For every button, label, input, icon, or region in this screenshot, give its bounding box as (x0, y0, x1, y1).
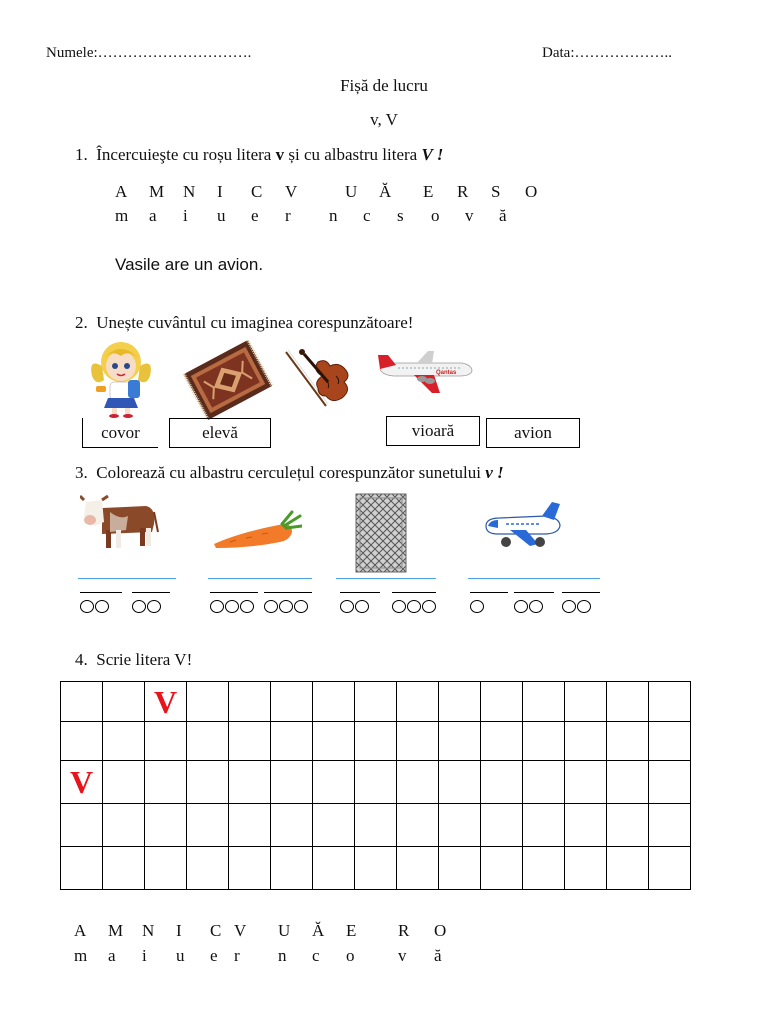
grid-cell[interactable] (481, 804, 523, 847)
grid-cell[interactable] (187, 804, 229, 847)
bottom-lower-letter[interactable]: m (74, 946, 88, 965)
task4-text: Scrie litera V! (96, 650, 193, 669)
grid-cell[interactable] (103, 761, 145, 804)
bottom-lower-letter[interactable]: r (234, 946, 240, 965)
grid-cell[interactable] (565, 847, 607, 890)
syllable-line (264, 592, 312, 593)
bottom-upper-letter[interactable]: U (278, 921, 291, 940)
grid-cell[interactable] (397, 804, 439, 847)
grid-cell[interactable] (565, 722, 607, 761)
grid-cell[interactable] (355, 847, 397, 890)
bottom-lower-letter[interactable]: v (398, 946, 407, 965)
task3-bold-v: v ! (485, 463, 504, 482)
task1-lower-letter[interactable]: n (329, 206, 338, 225)
grid-cell[interactable] (649, 847, 691, 890)
grid-cell[interactable] (607, 804, 649, 847)
word-eleva: elevă (202, 423, 238, 442)
bottom-upper-letter[interactable]: A (74, 921, 87, 940)
grid-cell[interactable] (649, 682, 691, 722)
grid-cell[interactable] (187, 761, 229, 804)
word-vioara: vioară (411, 421, 455, 440)
grid-cell[interactable] (313, 682, 355, 722)
bottom-upper-letter[interactable]: Ă (312, 921, 325, 940)
grid-cell[interactable] (229, 847, 271, 890)
grid-cell[interactable] (145, 804, 187, 847)
task1-upper-letter[interactable]: I (217, 182, 223, 201)
bottom-upper-letter[interactable]: M (108, 921, 124, 940)
writing-grid (60, 681, 691, 890)
page-subtitle: v, V (370, 110, 398, 129)
task1-lower-letter[interactable]: a (149, 206, 157, 225)
page-title: Fișă de lucru (340, 76, 428, 95)
bottom-upper-letter[interactable]: I (176, 921, 182, 940)
grid-cell[interactable] (565, 804, 607, 847)
grid-cell[interactable] (439, 847, 481, 890)
grid-cell[interactable] (145, 722, 187, 761)
grid-cell[interactable] (649, 804, 691, 847)
grid-cell[interactable] (271, 761, 313, 804)
bottom-upper-letter[interactable]: E (346, 921, 357, 940)
blue-answer-line (336, 578, 436, 579)
sound-circle[interactable] (95, 600, 109, 613)
grid-cell[interactable] (355, 722, 397, 761)
grid-cell[interactable] (61, 682, 103, 722)
task2-instruction (75, 313, 413, 333)
grid-cell[interactable] (313, 722, 355, 761)
sound-circle[interactable] (562, 600, 576, 613)
task1-text-b: și cu albastru litera (284, 145, 422, 164)
sound-circle[interactable] (470, 600, 484, 613)
cow-picture (80, 492, 160, 552)
bottom-upper-letter[interactable]: C (210, 921, 222, 940)
grid-row (61, 847, 691, 890)
syllable-line (470, 592, 508, 593)
svg-text:Qantas: Qantas (436, 370, 457, 376)
task4-instruction (75, 650, 192, 670)
sound-circle[interactable] (294, 600, 308, 613)
blue-answer-line (78, 578, 176, 579)
grid-cell[interactable] (61, 847, 103, 890)
grid-cell[interactable] (439, 682, 481, 722)
task1-lower-letter[interactable]: s (397, 206, 404, 225)
task1-upper-letter[interactable]: N (183, 182, 196, 201)
word-box-vioara (386, 416, 480, 446)
task1-lower-letter[interactable]: c (363, 206, 371, 225)
grid-cell[interactable] (61, 761, 103, 804)
sound-circle[interactable] (340, 600, 354, 613)
bottom-lower-letter[interactable]: i (142, 946, 147, 965)
grid-cell[interactable] (229, 804, 271, 847)
task2-text: Unește cuvântul cu imaginea corespunzătoare! (96, 313, 414, 332)
bottom-upper-letter[interactable]: N (142, 921, 155, 940)
task1-lower-letter[interactable]: ă (499, 206, 507, 225)
task1-upper-letter[interactable]: O (525, 182, 538, 201)
bottom-lower-letter[interactable]: n (278, 946, 287, 965)
bottom-lower-letter[interactable]: o (346, 946, 355, 965)
grid-cell[interactable] (103, 804, 145, 847)
syllable-line (392, 592, 436, 593)
word-box-eleva (169, 418, 271, 448)
grid-cell[interactable] (145, 682, 187, 722)
task1-lower-letter[interactable]: i (183, 206, 188, 225)
grid-cell[interactable] (397, 761, 439, 804)
sound-circle[interactable] (210, 600, 224, 613)
grid-cell[interactable] (229, 761, 271, 804)
grid-cell[interactable] (649, 761, 691, 804)
task1-upper-letter[interactable]: S (491, 182, 501, 201)
grid-cell[interactable] (607, 722, 649, 761)
grid-cell[interactable] (229, 682, 271, 722)
task1-number: 1. (75, 145, 88, 164)
syllable-line (514, 592, 554, 593)
task2-number: 2. (75, 313, 88, 332)
grid-cell[interactable] (145, 847, 187, 890)
girl-student-picture (82, 336, 162, 418)
grid-cell[interactable] (187, 847, 229, 890)
task3-instruction (75, 463, 504, 483)
word-covor: covor (101, 422, 140, 442)
grid-cell[interactable] (439, 804, 481, 847)
grid-row (61, 682, 691, 722)
violin-picture (282, 346, 362, 410)
grid-cell[interactable] (355, 761, 397, 804)
grid-cell[interactable] (397, 682, 439, 722)
grid-cell[interactable] (523, 847, 565, 890)
sound-circle[interactable] (279, 600, 293, 613)
task3-number: 3. (75, 463, 88, 482)
task1-lower-letter[interactable]: m (115, 206, 129, 225)
grid-row (61, 761, 691, 804)
grid-cell[interactable] (271, 682, 313, 722)
grid-cell[interactable] (103, 722, 145, 761)
sound-circle[interactable] (225, 600, 239, 613)
grid-cell[interactable] (145, 761, 187, 804)
grid-cell[interactable] (61, 722, 103, 761)
grid-cell[interactable] (607, 761, 649, 804)
task1-lower-letter[interactable]: r (285, 206, 291, 225)
task1-uppercase-row (115, 182, 559, 202)
grid-cell[interactable] (271, 847, 313, 890)
grid-cell[interactable] (397, 847, 439, 890)
grid-row (61, 722, 691, 761)
grid-cell[interactable] (439, 761, 481, 804)
grid-cell[interactable] (523, 722, 565, 761)
sound-circle[interactable] (355, 600, 369, 613)
grid-cell[interactable] (355, 682, 397, 722)
grid-cell[interactable] (439, 722, 481, 761)
task1-upper-letter[interactable]: A (115, 182, 128, 201)
grid-cell[interactable] (481, 722, 523, 761)
task1-bold-upper-v: V ! (421, 145, 444, 164)
sample-letter-v: V (69, 764, 94, 800)
sound-circle[interactable] (407, 600, 421, 613)
syllable-line (210, 592, 258, 593)
grid-cell[interactable] (481, 847, 523, 890)
bottom-lowercase-row (74, 946, 464, 966)
carrot-picture (210, 510, 302, 556)
task1-lower-letter[interactable]: o (431, 206, 440, 225)
grid-cell[interactable] (103, 682, 145, 722)
bottom-lower-letter[interactable]: c (312, 946, 320, 965)
grid-cell[interactable] (397, 722, 439, 761)
task1-upper-letter[interactable]: C (251, 182, 263, 201)
task1-bold-lower-v: v (275, 145, 285, 164)
carpet-picture (355, 493, 407, 573)
bottom-lower-letter[interactable]: e (210, 946, 218, 965)
sound-circle[interactable] (514, 600, 528, 613)
task1-upper-letter[interactable]: Ă (379, 182, 392, 201)
grid-cell[interactable] (481, 682, 523, 722)
sound-circle[interactable] (422, 600, 436, 613)
sound-circle[interactable] (240, 600, 254, 613)
grid-cell[interactable] (649, 722, 691, 761)
grid-cell[interactable] (187, 682, 229, 722)
word-box-avion (486, 418, 580, 448)
word-box-covor (82, 418, 158, 448)
task3-text-a: Colorează cu albastru cerculețul corespunzător sunetului (96, 463, 486, 482)
task1-lowercase-row (115, 206, 533, 226)
task1-text-a: Încercuieşte cu roșu litera (96, 145, 276, 164)
grid-cell[interactable] (355, 804, 397, 847)
sample-letter-v: V (153, 683, 178, 720)
grid-cell[interactable] (61, 804, 103, 847)
grid-cell[interactable] (271, 804, 313, 847)
grid-cell[interactable] (565, 761, 607, 804)
grid-cell[interactable] (523, 804, 565, 847)
syllable-line (80, 592, 122, 593)
word-avion: avion (514, 423, 552, 442)
task1-upper-letter[interactable]: V (285, 182, 298, 201)
task1-upper-letter[interactable]: U (345, 182, 358, 201)
task1-upper-letter[interactable]: M (149, 182, 165, 201)
syllable-line (132, 592, 170, 593)
blue-answer-line (208, 578, 312, 579)
grid-cell[interactable] (313, 847, 355, 890)
task4-number: 4. (75, 650, 88, 669)
name-field-label: Numele:…………………………. (46, 45, 252, 61)
bottom-upper-letter[interactable]: V (234, 921, 247, 940)
bottom-uppercase-row (74, 921, 464, 941)
grid-cell[interactable] (481, 761, 523, 804)
task1-lower-letter[interactable]: u (217, 206, 226, 225)
task1-lower-letter[interactable]: e (251, 206, 259, 225)
sound-circle[interactable] (80, 600, 94, 613)
sound-circle[interactable] (577, 600, 591, 613)
grid-cell[interactable] (313, 804, 355, 847)
date-field-label: Data:……………….. (542, 45, 672, 61)
grid-cell[interactable] (313, 761, 355, 804)
grid-cell[interactable] (187, 722, 229, 761)
task1-instruction (75, 145, 443, 165)
task1-upper-letter[interactable]: E (423, 182, 434, 201)
sound-circle[interactable] (132, 600, 146, 613)
sound-circle[interactable] (392, 600, 406, 613)
task1-upper-letter[interactable]: R (457, 182, 469, 201)
bottom-upper-letter[interactable]: O (434, 921, 447, 940)
grid-cell[interactable] (523, 682, 565, 722)
grid-cell[interactable] (103, 847, 145, 890)
bottom-lower-letter[interactable]: a (108, 946, 116, 965)
blue-answer-line (468, 578, 600, 579)
grid-cell[interactable] (229, 722, 271, 761)
grid-cell[interactable] (607, 682, 649, 722)
grid-row (61, 804, 691, 847)
grid-cell[interactable] (607, 847, 649, 890)
rug-picture (178, 340, 278, 420)
sound-circle[interactable] (147, 600, 161, 613)
bottom-upper-letter[interactable]: R (398, 921, 410, 940)
grid-cell[interactable] (271, 722, 313, 761)
grid-cell[interactable] (565, 682, 607, 722)
task1-lower-letter[interactable]: v (465, 206, 474, 225)
sound-circle[interactable] (264, 600, 278, 613)
task1-sentence: Vasile are un avion. (115, 255, 264, 274)
airplane-picture-task2 (374, 345, 476, 397)
syllable-line (562, 592, 600, 593)
grid-cell[interactable] (523, 761, 565, 804)
bottom-lower-letter[interactable]: u (176, 946, 185, 965)
airplane-picture-task3 (480, 500, 564, 552)
sound-circle[interactable] (529, 600, 543, 613)
syllable-line (340, 592, 380, 593)
bottom-lower-letter[interactable]: ă (434, 946, 442, 965)
